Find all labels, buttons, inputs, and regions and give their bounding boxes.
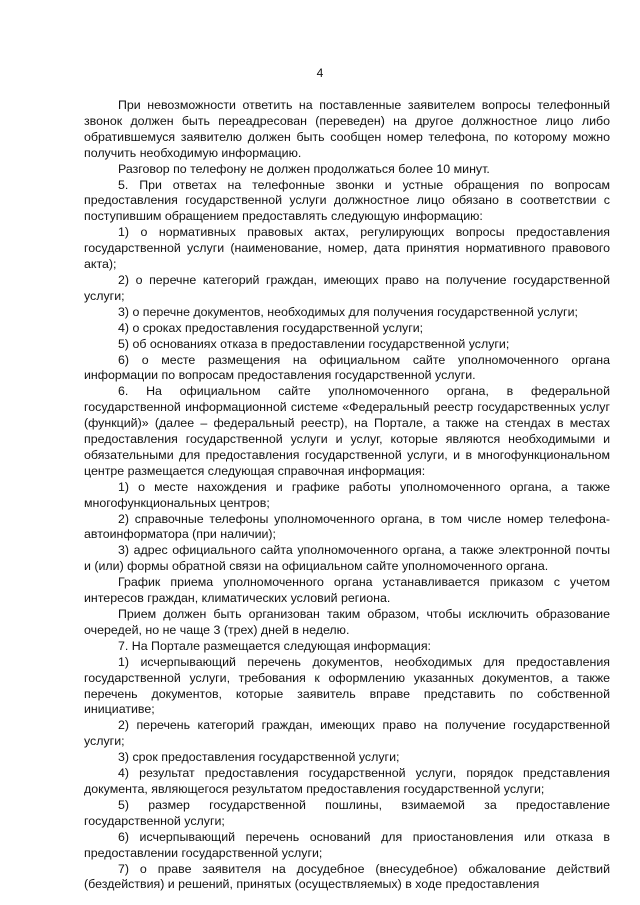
paragraph: 6. На официальном сайте уполномоченного органа, в федеральной государственной информационной системе «Федеральный реестр государственных услуг (функций)» (далее – федеральный реестр), на Портале, а также на стендах в местах предоставления государственной услуги и услуг, которые являются необходимыми и обязательными для предоставления государственной услуги, и в многофункциональном центре размещается следующая справочная информация:: [84, 384, 610, 478]
list-item: 4) результат предоставления государственной услуги, порядок представления документа, являющегося результатом предоставления государственной услуги;: [84, 766, 610, 796]
list-item: 5) размер государственной пошлины, взимаемой за предоставление государственной услуги;: [84, 797, 610, 828]
paragraph: При невозможности ответить на поставленные заявителем вопросы телефонный звонок должен быть переадресован (переведен) на другое должностное лицо либо обратившемуся заявителю должен быть сообщен номер телефона, по которому можно получить необходимую информацию.: [84, 98, 610, 160]
list-item: 2) справочные телефоны уполномоченного органа, в том числе номер телефона-автоинформатора (при наличии);: [84, 511, 610, 542]
list-item: 1) о месте нахождения и графике работы уполномоченного органа, а также многофункциональных центров;: [84, 479, 610, 510]
list-item: 6) о месте размещения на официальном сайте уполномоченного органа информации по вопросам предоставления государственной услуги.: [84, 352, 610, 383]
document-body: [84, 98, 610, 893]
list-item: 5) об основаниях отказа в предоставлении государственной услуги;: [118, 336, 510, 351]
list-item: 3) адрес официального сайта уполномоченного органа, а также электронной почты и (или) формы обратной связи на официальном сайте уполномоченного органа.: [84, 543, 610, 574]
paragraph: Прием должен быть организован таким образом, чтобы исключить образование очередей, но не чаще 3 (трех) дней в неделю.: [84, 607, 610, 637]
list-item: 2) перечень категорий граждан, имеющих право на получение государственной услуги;: [84, 718, 610, 749]
list-item: 2) о перечне категорий граждан, имеющих право на получение государственной услуги;: [84, 272, 610, 303]
list-item: 7) о праве заявителя на досудебное (внесудебное) обжалование действий (бездействия) и решений, принятых (осуществляемых) в ходе предоставления: [84, 861, 610, 892]
list-item: 1) исчерпывающий перечень документов, необходимых для предоставления государственной услуги, требования к оформлению указанных документов, а также перечень документов, которые заявитель вправе представить по собственной инициативе;: [84, 654, 610, 717]
list-item: 4) о сроках предоставления государственной услуги;: [118, 320, 424, 335]
paragraph: Разговор по телефону не должен продолжаться более 10 минут.: [118, 161, 490, 176]
list-item: 3) срок предоставления государственной услуги;: [118, 750, 400, 765]
list-item: 1) о нормативных правовых актах, регулирующих вопросы предоставления государственной услуги (наименование, номер, дата принятия нормативного правового акта);: [84, 225, 610, 272]
list-item: 3) о перечне документов, необходимых для получения государственной услуги;: [118, 304, 578, 319]
list-item: 6) исчерпывающий перечень оснований для приостановления или отказа в предоставлении государственной услуги;: [84, 829, 610, 860]
paragraph: 7. На Портале размещается следующая информация:: [118, 638, 431, 653]
paragraph: 5. При ответах на телефонные звонки и устные обращения по вопросам предоставления государственной услуги должностное лицо обязано в соответствии с поступившим обращением предоставлять следующую информацию:: [84, 177, 610, 224]
paragraph: График приема уполномоченного органа устанавливается приказом с учетом интересов граждан, климатических условий региона.: [84, 575, 610, 606]
page-number: 4: [316, 66, 324, 80]
